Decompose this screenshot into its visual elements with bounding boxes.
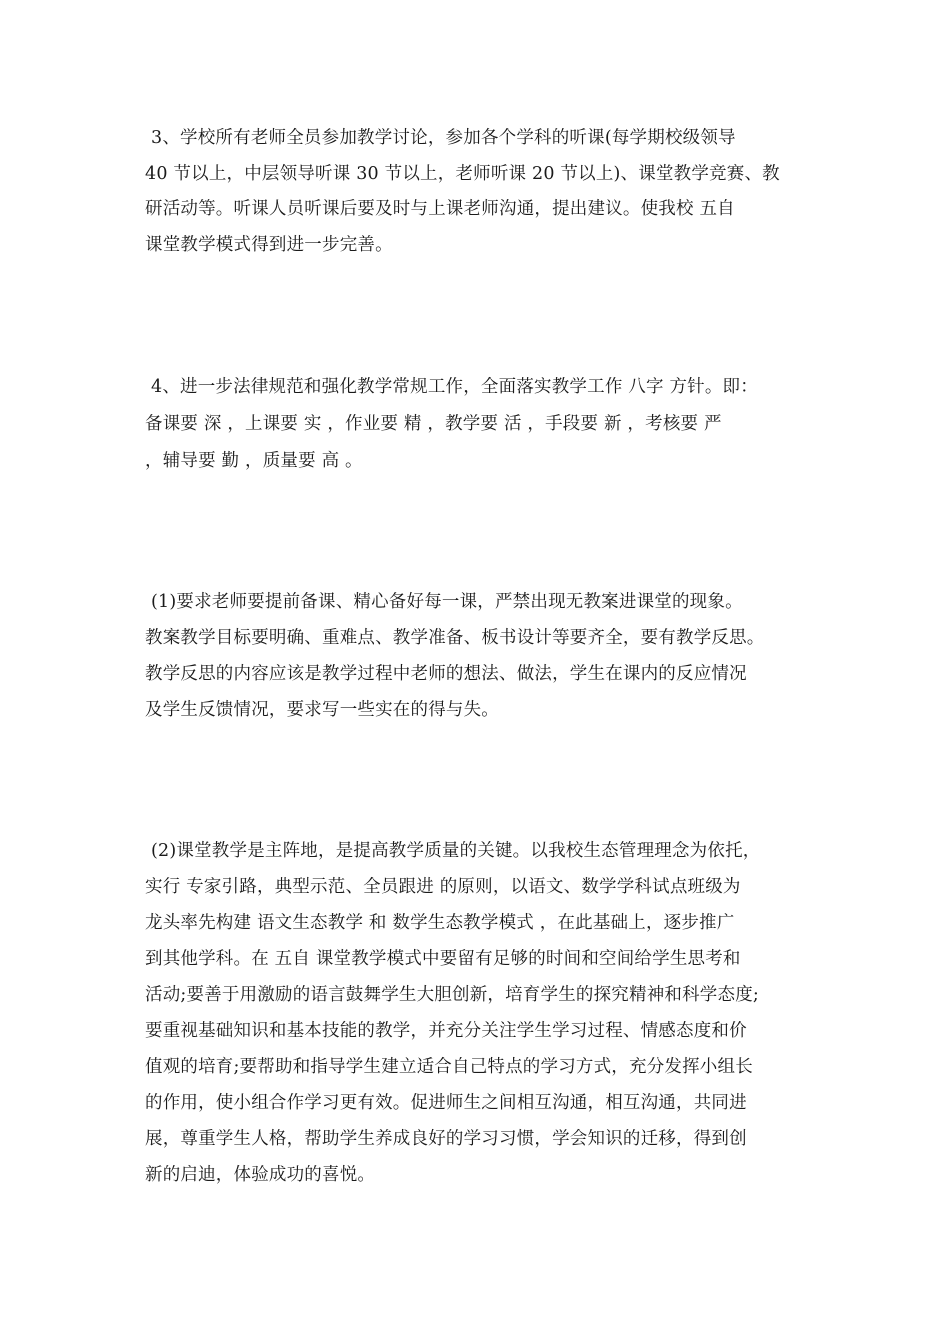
text-line: 及学生反馈情况，要求写一些实在的得与失。	[145, 700, 499, 720]
text-line: 展，尊重学生人格，帮助学生养成良好的学习习惯，学会知识的迁移，得到创	[145, 1129, 747, 1149]
text-line: 教案教学目标要明确、重难点、教学准备、板书设计等要齐全，要有教学反思。	[145, 628, 765, 648]
text-line: 3、学校所有老师全员参加教学讨论，参加各个学科的听课(每学期校级领导	[151, 128, 736, 148]
text-line: (1)要求老师要提前备课、精心备好每一课，严禁出现无教案进课堂的现象。	[151, 592, 743, 612]
text-line: 活动;要善于用激励的语言鼓舞学生大胆创新，培育学生的探究精神和科学态度;	[145, 985, 759, 1005]
text-line: 到其他学科。在 五自 课堂教学模式中要留有足够的时间和空间给学生思考和	[145, 949, 741, 969]
text-line: 实行 专家引路，典型示范、全员跟进 的原则，以语文、数学学科试点班级为	[145, 877, 741, 897]
text-line: 的作用，使小组合作学习更有效。促进师生之间相互沟通，相互沟通，共同进	[145, 1093, 747, 1113]
text-line: 要重视基础知识和基本技能的教学，并充分关注学生学习过程、情感态度和价	[145, 1021, 747, 1041]
text-line: (2)课堂教学是主阵地，是提高教学质量的关键。以我校生态管理理念为依托，	[151, 841, 761, 861]
text-line: 值观的培育;要帮助和指导学生建立适合自己特点的学习方式，充分发挥小组长	[145, 1057, 753, 1077]
text-line: 龙头率先构建 语文生态教学 和 数学生态教学模式 ，在此基础上，逐步推广	[145, 913, 735, 933]
text-line: 教学反思的内容应该是教学过程中老师的想法、做法，学生在课内的反应情况	[145, 664, 747, 684]
text-line: 研活动等。听课人员听课后要及时与上课老师沟通，提出建议。使我校 五自	[145, 199, 735, 219]
text-line: ，辅导要 勤 ，质量要 高 。	[145, 451, 363, 471]
text-line: 备课要 深 ，上课要 实 ，作业要 精 ，教学要 活 ，手段要 新 ，考核要 严	[145, 414, 722, 434]
text-line: 4、进一步法律规范和强化教学常规工作，全面落实教学工作 八字 方针。即：	[151, 377, 758, 397]
text-line: 新的启迪，体验成功的喜悦。	[145, 1165, 376, 1185]
text-line: 40 节以上，中层领导听课 30 节以上，老师听课 20 节以上)、课堂教学竞赛、教	[145, 164, 780, 184]
text-line: 课堂教学模式得到进一步完善。	[145, 235, 393, 255]
